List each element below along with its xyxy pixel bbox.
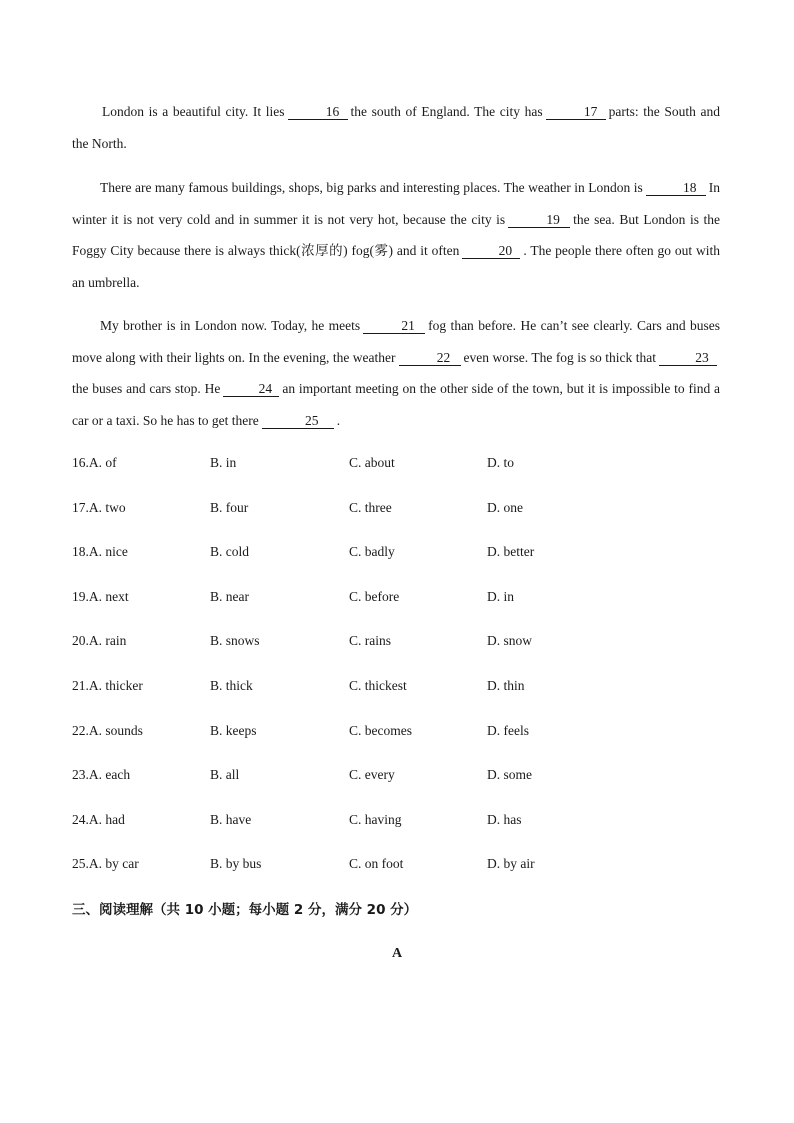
- blank-23: 23: [659, 350, 717, 366]
- option-a: 17.A. two: [72, 499, 126, 515]
- option-b: B. all: [210, 767, 240, 783]
- option-d: D. thin: [487, 677, 525, 693]
- option-b: B. thick: [210, 677, 253, 693]
- question-row: [72, 448, 722, 493]
- option-c: C. about: [349, 455, 395, 470]
- option-a: 16.A. of: [72, 455, 117, 470]
- option-b: B. keeps: [210, 722, 257, 738]
- question-row: [72, 582, 722, 627]
- passage-text: the buses and cars stop. He: [72, 381, 221, 396]
- question-row: [72, 716, 722, 761]
- blank-21: 21: [363, 318, 425, 334]
- passage-text: In winter it is not very cold and in summer it is not very hot, because the city is: [72, 180, 720, 227]
- question-row: [72, 537, 722, 582]
- passage-text: My brother is in London now. Today, he meets: [100, 318, 361, 333]
- option-c: C. on foot: [349, 856, 404, 872]
- question-row: [72, 849, 722, 894]
- section-heading: 三、阅读理解（共 10 小题；每小题 2 分，满分 20 分）: [72, 902, 418, 918]
- option-a: 25.A. by car: [72, 856, 139, 872]
- option-a: 18.A. nice: [72, 544, 128, 560]
- answer-options: [72, 448, 722, 894]
- question-row: [72, 671, 722, 716]
- passage-text: There are many famous buildings, shops, big parks and interesting places. The weather in London is: [100, 180, 643, 195]
- option-d: D. feels: [487, 722, 529, 738]
- option-a: 22.A. sounds: [72, 722, 143, 738]
- blank-25: 25: [262, 413, 334, 429]
- question-row: [72, 760, 722, 805]
- passage-text: the south of England. The city has: [350, 104, 543, 119]
- option-d: D. one: [487, 499, 523, 515]
- passage-text: .: [336, 412, 341, 428]
- passage-text: . The people there often go out with an umbrella.: [72, 243, 720, 290]
- option-b: B. in: [210, 455, 237, 470]
- option-d: D. snow: [487, 633, 533, 649]
- question-row: [72, 493, 722, 538]
- option-b: B. cold: [210, 544, 249, 560]
- option-c: C. rains: [349, 633, 391, 649]
- option-a: 24.A. had: [72, 811, 125, 827]
- blank-18: 18: [646, 180, 706, 196]
- option-a: 20.A. rain: [72, 633, 127, 649]
- passage-paragraph-1: [72, 96, 720, 159]
- blank-24: 24: [223, 381, 279, 397]
- blank-17: 17: [546, 104, 606, 120]
- option-c: C. badly: [349, 544, 395, 560]
- option-c: C. three: [349, 499, 392, 515]
- option-b: B. snows: [210, 633, 260, 649]
- option-c: C. having: [349, 811, 402, 827]
- option-c: C. every: [349, 767, 395, 783]
- passage-text: even worse. The fog is so thick that: [463, 349, 656, 365]
- blank-22: 22: [399, 350, 461, 366]
- passage-text: fog than before. He can’t see clearly. Cars and buses move along with their lights on. In the evening, the weather: [72, 318, 720, 365]
- option-a: 21.A. thicker: [72, 677, 143, 693]
- passage-text: an important meeting on the other side of the town, but it is impossible to find a car or a taxi. So he has to get there: [72, 381, 720, 428]
- option-b: B. four: [210, 499, 249, 515]
- option-c: C. before: [349, 588, 400, 604]
- passage-paragraph-3: [72, 310, 720, 436]
- question-row: [72, 626, 722, 671]
- passage-text: parts: the South and the North.: [72, 104, 720, 151]
- passage-paragraph-2: [72, 172, 720, 298]
- option-d: D. to: [487, 455, 514, 470]
- option-b: B. by bus: [210, 856, 262, 872]
- option-d: D. better: [487, 544, 535, 560]
- passage-text: the sea. But London is the Foggy City because there is always thick(浓厚的) fog(雾) and it often: [72, 211, 720, 258]
- option-c: C. thickest: [349, 677, 407, 693]
- option-d: D. by air: [487, 856, 535, 872]
- blank-20: 20: [462, 243, 520, 259]
- option-b: B. near: [210, 588, 249, 604]
- option-b: B. have: [210, 811, 252, 827]
- passage-text: London is a beautiful city. It lies: [102, 104, 285, 119]
- option-c: C. becomes: [349, 722, 412, 738]
- option-d: D. has: [487, 811, 522, 827]
- option-a: 23.A. each: [72, 767, 131, 783]
- blank-16: 16: [288, 104, 348, 120]
- option-d: D. some: [487, 767, 532, 783]
- option-a: 19.A. next: [72, 588, 129, 604]
- section-letter: A: [391, 946, 403, 961]
- option-d: D. in: [487, 588, 514, 604]
- question-row: [72, 805, 722, 850]
- blank-19: 19: [508, 212, 570, 228]
